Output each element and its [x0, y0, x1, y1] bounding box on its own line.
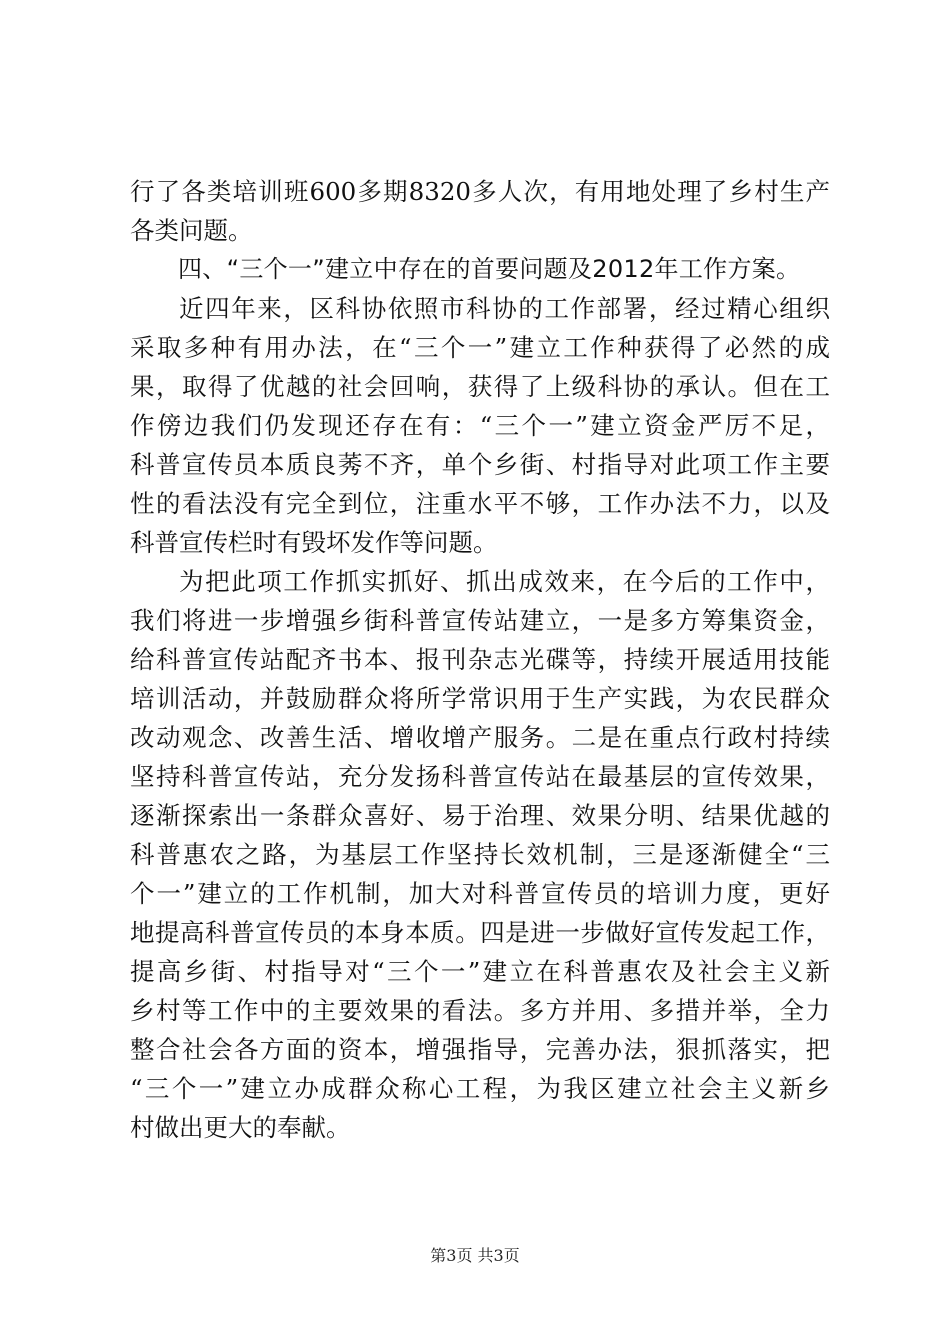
- text-line: 个一”建立的工作机制，加大对科普宣传员的培训力度，更好: [130, 879, 830, 908]
- text-line: “三个一”建立办成群众称心工程，为我区建立社会主义新乡: [130, 1074, 830, 1103]
- text-line: 提高乡街、村指导对“三个一”建立在科普惠农及社会主义新: [130, 957, 830, 986]
- text-line: 性的看法没有完全到位，注重水平不够，工作办法不力，以及: [130, 489, 830, 518]
- text-line: 改动观念、改善生活、增收增产服务。二是在重点行政村持续: [130, 723, 830, 752]
- section-heading: 四、“三个一”建立中存在的首要问题及2012年工作方案。: [178, 255, 801, 283]
- text-line: 给科普宣传站配齐书本、报刊杂志光碟等，持续开展适用技能: [130, 645, 830, 674]
- text-line: 果，取得了优越的社会回响，获得了上级科协的承认。但在工: [130, 372, 830, 401]
- paragraph-first-line: 为把此项工作抓实抓好、抓出成效来，在今后的工作中，: [179, 567, 830, 596]
- text-line: 采取多种有用办法，在“三个一”建立工作种获得了必然的成: [130, 333, 830, 362]
- text-line: 逐渐探索出一条群众喜好、易于治理、效果分明、结果优越的: [130, 801, 830, 830]
- text-line: 村做出更大的奉献。: [130, 1113, 351, 1142]
- text-line: 培训活动，并鼓励群众将所学常识用于生产实践，为农民群众: [130, 684, 830, 713]
- text-line: 科普宣传栏时有毁坏发作等问题。: [130, 528, 498, 557]
- text-line: 坚持科普宣传站，充分发扬科普宣传站在最基层的宣传效果，: [130, 762, 830, 791]
- text-line: 科普惠农之路，为基层工作坚持长效机制，三是逐渐健全“三: [130, 840, 830, 869]
- text-line: 乡村等工作中的主要效果的看法。多方并用、多措并举，全力: [130, 996, 830, 1025]
- text-line: 地提高科普宣传员的本身本质。四是进一步做好宣传发起工作，: [130, 918, 830, 947]
- document-body: [130, 172, 830, 1147]
- text-line: 我们将进一步增强乡街科普宣传站建立，一是多方筹集资金，: [130, 606, 830, 635]
- text-line: 科普宣传员本质良莠不齐，单个乡街、村指导对此项工作主要: [130, 450, 830, 479]
- page-number-footer: 第3页 共3页: [430, 1246, 520, 1265]
- paragraph-first-line: 近四年来，区科协依照市科协的工作部署，经过精心组织: [179, 294, 830, 323]
- text-line: 行了各类培训班600多期8320多人次，有用地处理了乡村生产: [130, 177, 830, 206]
- text-line: 作傍边我们仍发现还存在有：“三个一”建立资金严厉不足，: [130, 411, 830, 440]
- text-line: 整合社会各方面的资本，增强指导，完善办法，狠抓落实，把: [130, 1035, 830, 1064]
- text-line: 各类问题。: [130, 216, 253, 245]
